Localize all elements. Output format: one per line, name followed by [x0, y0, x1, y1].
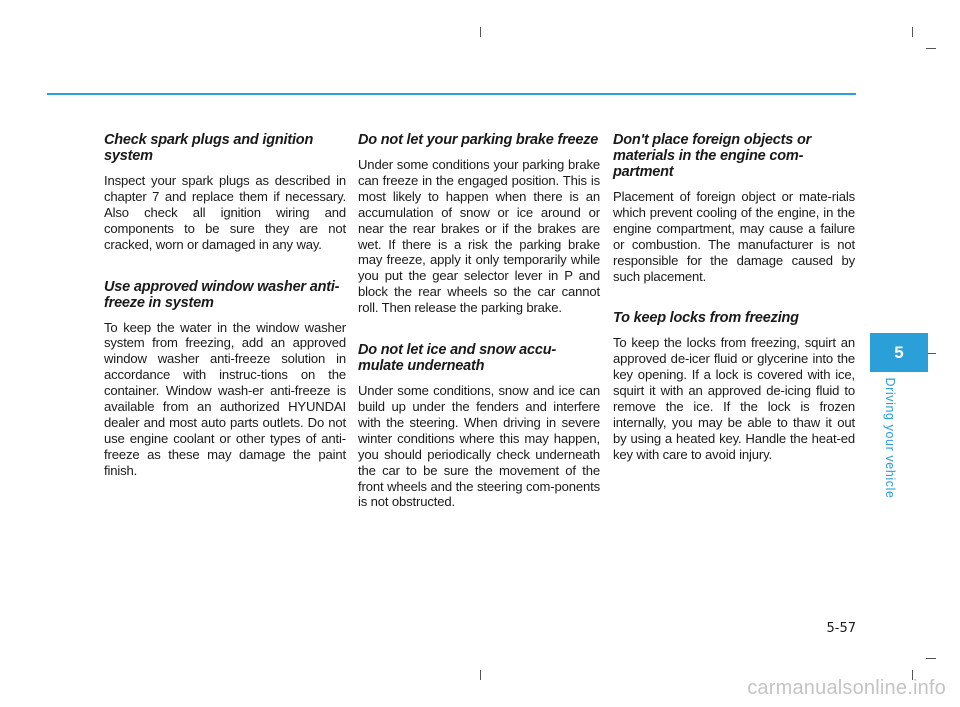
section-heading: Use approved window washer anti-freeze in system — [104, 278, 340, 311]
page-number: 5-57 — [826, 621, 856, 636]
crop-mark — [480, 670, 481, 680]
section-body: Under some conditions your parking brake can freeze in the engaged position. This is most likely to happen when there is an accumulation of snow or ice around or near the rear brakes or if the brakes are wet. If there is a risk the parking brake may freeze, apply it only temporarily while you put the gear selector lever in P and block the rear wheels so the car cannot roll. Then release the parking brake. — [358, 157, 600, 316]
section-heading: Do not let your parking brake freeze — [358, 132, 599, 148]
section-heading: Check spark plugs and ignition system — [104, 132, 314, 164]
section-body: To keep the water in the window washer system from freezing, add an approved window washer anti-freeze solution in accordance with instruc-tions on the container. Window wash-er anti-freeze is available from an authorized HYUNDAI dealer and most auto parts outlets. Do not use engine coolant or other types of anti-freeze as these may damage the paint finish. — [104, 319, 346, 478]
text-column-3 — [613, 132, 855, 489]
header-rule — [47, 93, 856, 95]
watermark: carmanualsonline.info — [747, 677, 946, 699]
text-column-1 — [104, 132, 346, 505]
section-heading: Don't place foreign objects or materials in the engine com-partment — [613, 132, 812, 180]
crop-mark — [926, 658, 936, 659]
section-heading: Do not let ice and snow accu-mulate underneath — [358, 342, 557, 375]
section-heading: To keep locks from freezing — [613, 310, 799, 327]
crop-mark — [926, 48, 936, 49]
chapter-title: Driving your vehicle — [883, 377, 897, 499]
section-body: Under some conditions, snow and ice can build up under the fenders and interfere with the steering. When driving in severe winter conditions where this may happen, you should periodically check underneath the car to be sure the movement of the front wheels and the steering com-ponents is not obstructed. — [358, 383, 600, 510]
text-column-2 — [358, 132, 600, 536]
section-body: Placement of foreign object or mate-rials which prevent cooling of the engine, in the engine compartment, may cause a failure or combustion. The manufacturer is not responsible for the damage caused by such placement. — [613, 189, 855, 284]
section-body: To keep the locks from freezing, squirt an approved de-icer fluid or glycerine into the key opening. If a lock is covered with ice, squirt it with an approved de-icing fluid to remove the ice. If the lock is frozen internally, you may be able to thaw it out by using a heated key. Handle the heat-ed key with care to avoid injury. — [613, 335, 855, 462]
chapter-tab: 5 — [870, 333, 928, 372]
section-body: Inspect your spark plugs as described in chapter 7 and replace them if necessary. Also check all ignition wiring and components to be sure they are not cracked, worn or damaged in any way. — [104, 173, 346, 252]
crop-mark — [480, 27, 481, 37]
crop-mark — [912, 27, 913, 37]
